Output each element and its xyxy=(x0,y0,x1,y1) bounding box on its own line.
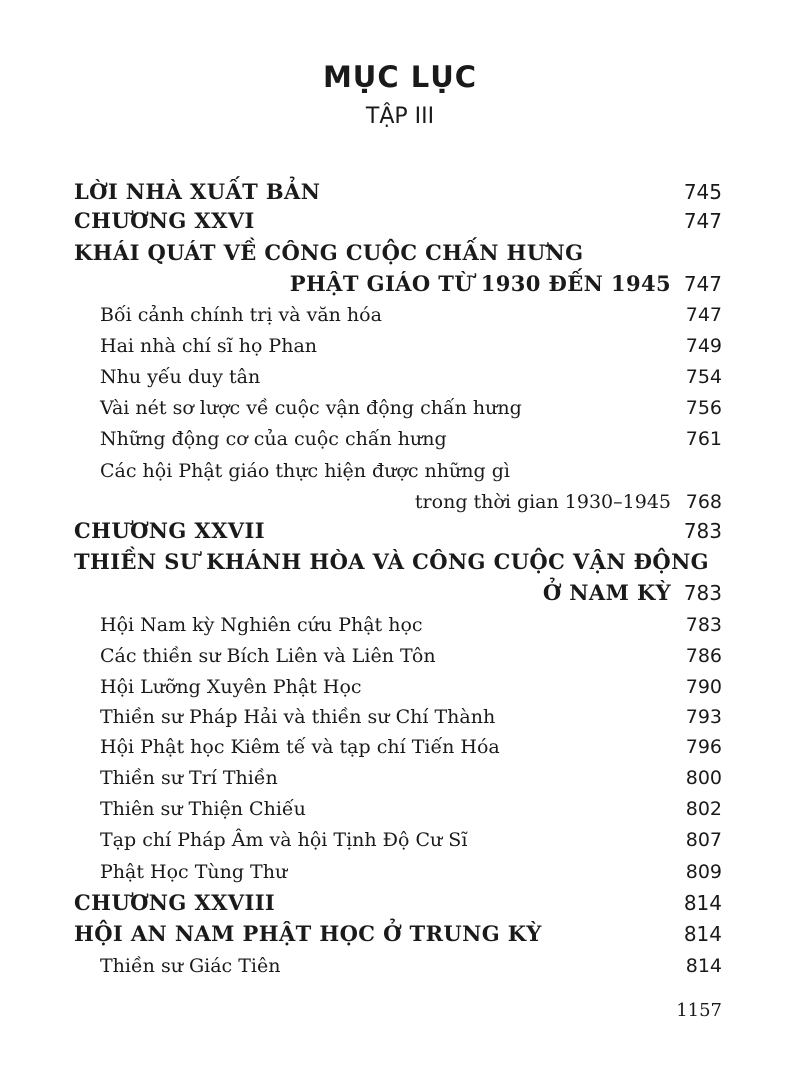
toc-chapter-title xyxy=(0,237,800,269)
toc-chapter-title-cont xyxy=(0,268,800,300)
toc-entry-title: Ở NAM KỲ xyxy=(542,580,671,605)
toc-section xyxy=(0,731,800,763)
toc-section xyxy=(0,856,800,888)
toc-entry-page: 768 xyxy=(685,491,722,513)
toc-chapter-title xyxy=(0,546,800,578)
toc-section xyxy=(0,793,800,825)
toc-entry-page: 814 xyxy=(683,891,722,915)
toc-entry-page: 807 xyxy=(685,829,722,851)
toc-entry-title: Các hội Phật giáo thực hiện được những gì xyxy=(100,460,510,482)
toc-entry-page: 747 xyxy=(683,209,722,233)
toc-entry-page: 756 xyxy=(685,397,722,419)
page-title: MỤC LỤC xyxy=(322,60,478,94)
toc-entry-page: 747 xyxy=(683,272,722,296)
toc-entry-page: 793 xyxy=(685,706,722,728)
page-number: 1157 xyxy=(676,1000,722,1021)
toc-entry-title: Hội Phật học Kiêm tế và tạp chí Tiến Hóa xyxy=(100,736,500,758)
toc-chapter-title-cont xyxy=(0,577,800,609)
toc-entry-title: THIỀN SƯ KHÁNH HÒA VÀ CÔNG CUỘC VẬN ĐỘNG xyxy=(74,549,709,574)
toc-entry-title: Phật Học Tùng Thư xyxy=(100,861,288,883)
toc-section xyxy=(0,423,800,455)
toc-entry-title: Hội Lưỡng Xuyên Phật Học xyxy=(100,676,362,698)
toc-section xyxy=(0,299,800,331)
toc-entry-title: Bối cảnh chính trị và văn hóa xyxy=(100,304,382,326)
toc-entry-page: 745 xyxy=(683,180,722,204)
toc-section xyxy=(0,392,800,424)
toc-section xyxy=(0,762,800,794)
toc-chapter xyxy=(0,515,800,547)
toc-entry-title: Thiền sư Giác Tiên xyxy=(100,955,281,977)
toc-chapter xyxy=(0,887,800,919)
toc-entry-title: Những động cơ của cuộc chấn hưng xyxy=(100,428,447,450)
toc-section xyxy=(0,671,800,703)
toc-entry xyxy=(0,176,800,208)
toc-entry-page: 754 xyxy=(685,366,722,388)
toc-entry-title: trong thời gian 1930–1945 xyxy=(414,491,671,513)
toc-entry-title: CHƯƠNG XXVI xyxy=(74,208,255,233)
toc-entry-page: 800 xyxy=(685,767,722,789)
toc-section xyxy=(0,455,800,487)
toc-entry-title: CHƯƠNG XXVIII xyxy=(74,890,276,915)
toc-entry-title: Tạp chí Pháp Âm và hội Tịnh Độ Cư Sĩ xyxy=(100,829,468,851)
toc-entry-title: Nhu yếu duy tân xyxy=(100,366,261,388)
toc-entry-title: Vài nét sơ lược về cuộc vận động chấn hưng xyxy=(100,397,522,419)
toc-entry-title: Hai nhà chí sĩ họ Phan xyxy=(100,335,318,357)
toc-entry-title: Hội Nam kỳ Nghiên cứu Phật học xyxy=(100,614,423,636)
toc-section xyxy=(0,950,800,982)
toc-entry-page: 783 xyxy=(685,614,722,636)
toc-chapter xyxy=(0,205,800,237)
toc-entry-title: KHÁI QUÁT VỀ CÔNG CUỘC CHẤN HƯNG xyxy=(74,240,584,265)
toc-entry-page: 783 xyxy=(683,519,722,543)
volume-subtitle: TẬP III xyxy=(365,104,435,129)
toc-section xyxy=(0,609,800,641)
toc-entry-title: PHẬT GIÁO TỪ 1930 ĐẾN 1945 xyxy=(289,271,671,296)
toc-entry-title: HỘI AN NAM PHẬT HỌC Ở TRUNG KỲ xyxy=(74,921,542,946)
toc-entry-page: 783 xyxy=(683,581,722,605)
toc-entry-page: 814 xyxy=(685,955,722,977)
toc-entry-page: 749 xyxy=(685,335,722,357)
toc-section xyxy=(0,640,800,672)
toc-chapter-title xyxy=(0,918,800,950)
toc-entry-page: 809 xyxy=(685,861,722,883)
toc-entry-title: Thiên sư Thiện Chiếu xyxy=(100,798,306,820)
toc-entry-title: CHƯƠNG XXVII xyxy=(74,518,265,543)
toc-entry-page: 747 xyxy=(685,304,722,326)
toc-entry-title: Thiền sư Trí Thiền xyxy=(100,767,278,789)
toc-section xyxy=(0,824,800,856)
toc-entry-title: LỜI NHÀ XUẤT BẢN xyxy=(74,179,321,204)
toc-section xyxy=(0,330,800,362)
toc-entry-title: Thiền sư Pháp Hải và thiền sư Chí Thành xyxy=(100,706,496,728)
toc-section xyxy=(0,361,800,393)
toc-entry-page: 796 xyxy=(685,736,722,758)
toc-entry-page: 814 xyxy=(683,922,722,946)
toc-entry-title: Các thiền sư Bích Liên và Liên Tôn xyxy=(100,645,436,667)
toc-entry-page: 802 xyxy=(685,798,722,820)
toc-entry-page: 790 xyxy=(685,676,722,698)
toc-entry-page: 786 xyxy=(685,645,722,667)
toc-section xyxy=(0,701,800,733)
toc-entry-page: 761 xyxy=(685,428,722,450)
toc-section-cont xyxy=(0,486,800,518)
